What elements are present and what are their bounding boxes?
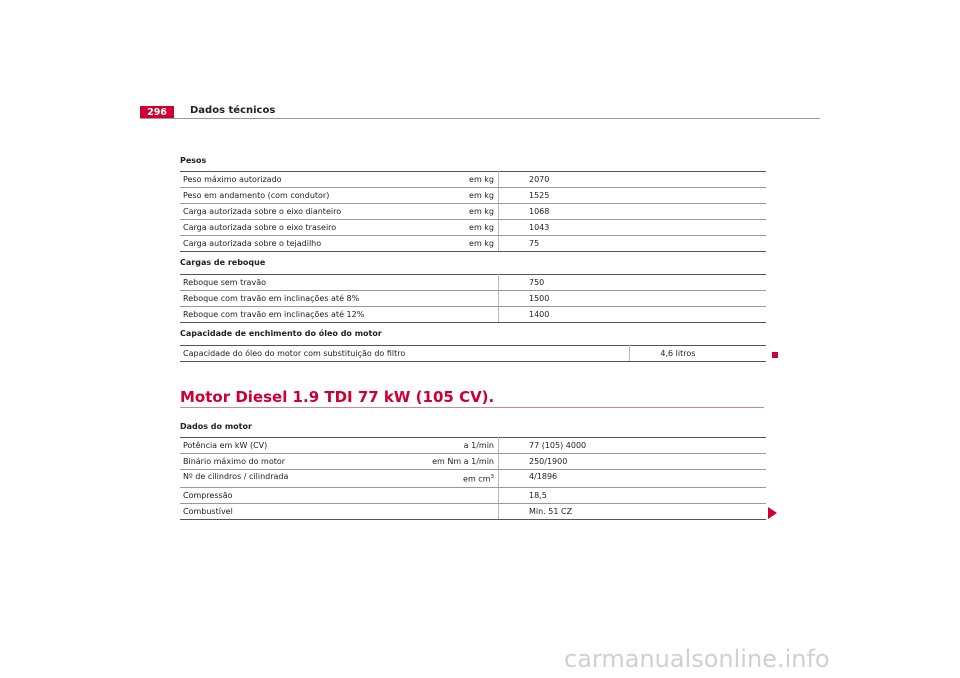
table-row	[180, 346, 766, 362]
row-unit	[406, 307, 499, 323]
unit-text: em cm	[463, 475, 491, 484]
row-value: 77 (105) 4000	[499, 438, 767, 454]
row-value: 1043	[499, 220, 767, 236]
pesos-heading: Pesos	[180, 156, 207, 165]
row-label: Nº de cilindros / cilindrada	[180, 470, 406, 488]
row-value: 250/1900	[499, 454, 767, 470]
header-divider	[140, 118, 820, 119]
row-value: 2070	[499, 172, 767, 188]
row-unit	[406, 504, 499, 520]
row-value: Min. 51 CZ	[499, 504, 767, 520]
table-row	[180, 470, 766, 488]
row-label: Carga autorizada sobre o eixo dianteiro	[180, 204, 406, 220]
motor-section-divider	[180, 407, 764, 408]
dados-motor-heading: Dados do motor	[180, 422, 252, 431]
row-label: Peso em andamento (com condutor)	[180, 188, 406, 204]
table-row	[180, 438, 766, 454]
watermark-text: carmanualsonline.info	[564, 645, 830, 673]
row-label: Peso máximo autorizado	[180, 172, 406, 188]
table-row	[180, 275, 766, 291]
row-unit: em Nm a 1/min	[406, 454, 499, 470]
row-unit	[406, 488, 499, 504]
row-unit	[406, 470, 499, 488]
oleo-table	[180, 345, 766, 362]
table-row	[180, 454, 766, 470]
row-unit: em kg	[406, 172, 499, 188]
row-unit: a 1/min	[406, 438, 499, 454]
row-unit: em kg	[406, 188, 499, 204]
row-unit: em kg	[406, 204, 499, 220]
row-label: Reboque sem travão	[180, 275, 406, 291]
table-row	[180, 236, 766, 252]
row-value: 750	[499, 275, 767, 291]
row-label: Potência em kW (CV)	[180, 438, 406, 454]
row-label: Combustível	[180, 504, 406, 520]
row-unit	[406, 291, 499, 307]
page-header-title: Dados técnicos	[190, 105, 276, 116]
row-label: Reboque com travão em inclinações até 12%	[180, 307, 406, 323]
row-unit: em kg	[406, 220, 499, 236]
row-unit	[406, 275, 499, 291]
row-value: 1525	[499, 188, 767, 204]
row-label: Compressão	[180, 488, 406, 504]
dados-motor-table	[180, 437, 766, 520]
table-row	[180, 220, 766, 236]
row-value: 1500	[499, 291, 767, 307]
motor-section-title: Motor Diesel 1.9 TDI 77 kW (105 CV).	[180, 388, 495, 406]
oleo-heading: Capacidade de enchimento do óleo do motor	[180, 329, 382, 338]
table-row	[180, 307, 766, 323]
table-row	[180, 204, 766, 220]
row-value: 18,5	[499, 488, 767, 504]
table-row	[180, 172, 766, 188]
reboque-heading: Cargas de reboque	[180, 258, 266, 267]
row-value: 1400	[499, 307, 767, 323]
row-value: 4/1896	[499, 470, 767, 488]
row-value: 1068	[499, 204, 767, 220]
table-row	[180, 488, 766, 504]
page-number: 296	[140, 106, 174, 119]
red-square-icon	[772, 352, 778, 358]
red-arrow-right-icon	[768, 507, 777, 519]
row-label: Reboque com travão em inclinações até 8%	[180, 291, 406, 307]
row-label: Binário máximo do motor	[180, 454, 406, 470]
table-row	[180, 504, 766, 520]
table-row	[180, 188, 766, 204]
row-unit: em kg	[406, 236, 499, 252]
row-value: 75	[499, 236, 767, 252]
pesos-table	[180, 171, 766, 252]
row-value: 4,6 litros	[630, 346, 766, 362]
row-label: Carga autorizada sobre o tejadilho	[180, 236, 406, 252]
reboque-table	[180, 274, 766, 323]
row-label: Carga autorizada sobre o eixo traseiro	[180, 220, 406, 236]
row-label: Capacidade do óleo do motor com substituição do filtro	[180, 346, 630, 362]
unit-superscript: 3	[490, 474, 494, 481]
table-row	[180, 291, 766, 307]
